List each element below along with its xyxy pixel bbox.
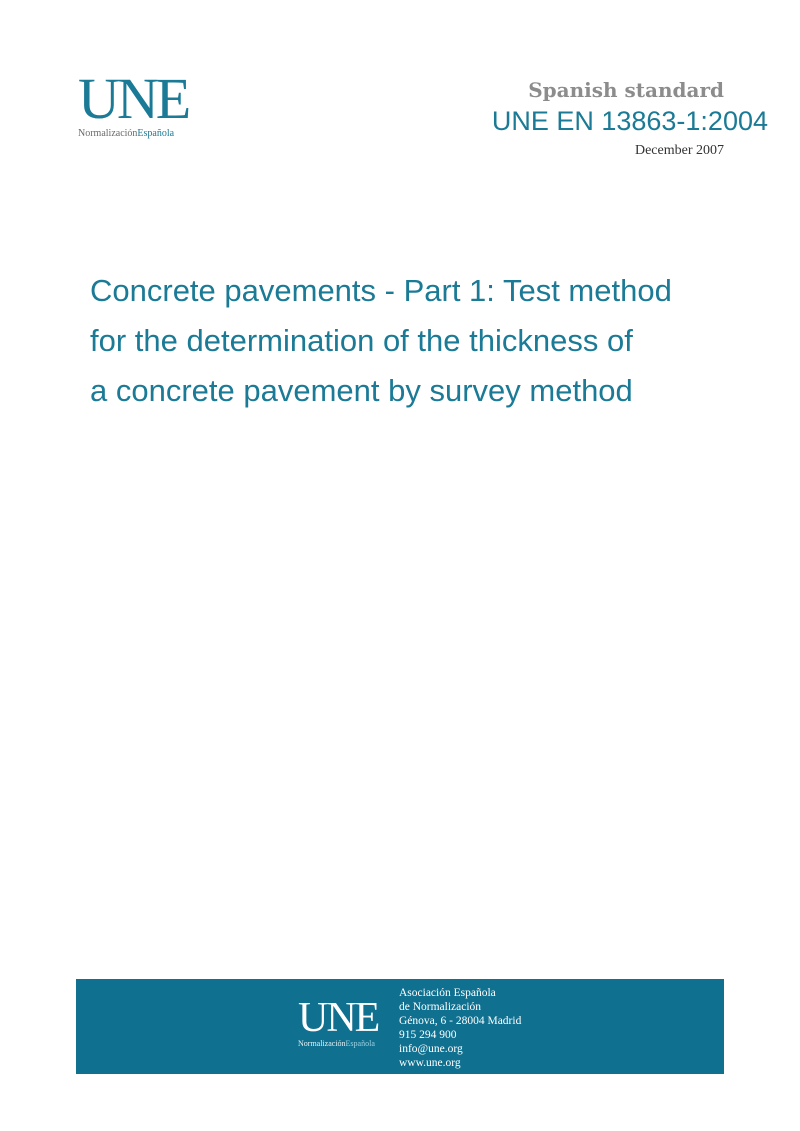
publication-date: December 2007	[634, 143, 724, 158]
logo-tagline	[78, 128, 208, 139]
une-logo	[78, 66, 208, 139]
footer-logo-tagline	[298, 1039, 378, 1048]
phone: 915 294 900	[399, 1029, 457, 1041]
logo-tagline-a: Normalización	[78, 128, 138, 139]
standard-kind: Spanish standard	[528, 78, 724, 102]
footer-logo	[298, 995, 379, 1048]
footer-tagline-a: Normalización	[298, 1039, 346, 1048]
footer-banner	[76, 979, 724, 1074]
title-line: a concrete pavement by survey method	[90, 373, 633, 408]
org-name-line: Asociación Española	[399, 987, 496, 999]
title-line: Concrete pavements - Part 1: Test method	[90, 273, 672, 308]
footer-logo-wordmark: UNE	[298, 995, 379, 1041]
document-header	[448, 78, 768, 159]
org-name-line: de Normalización	[399, 1001, 482, 1013]
email: info@une.org	[399, 1043, 463, 1055]
standard-code: UNE EN 13863-1:2004	[491, 106, 768, 136]
website: www.une.org	[399, 1057, 461, 1069]
logo-tagline-b: Española	[137, 128, 175, 139]
contact-info	[399, 986, 521, 1070]
document-title	[90, 266, 730, 416]
address: Génova, 6 - 28004 Madrid	[399, 1015, 522, 1027]
footer-tagline-b: Española	[345, 1039, 375, 1048]
title-line: for the determination of the thickness of	[90, 323, 633, 358]
logo-wordmark: UNE	[78, 66, 189, 131]
